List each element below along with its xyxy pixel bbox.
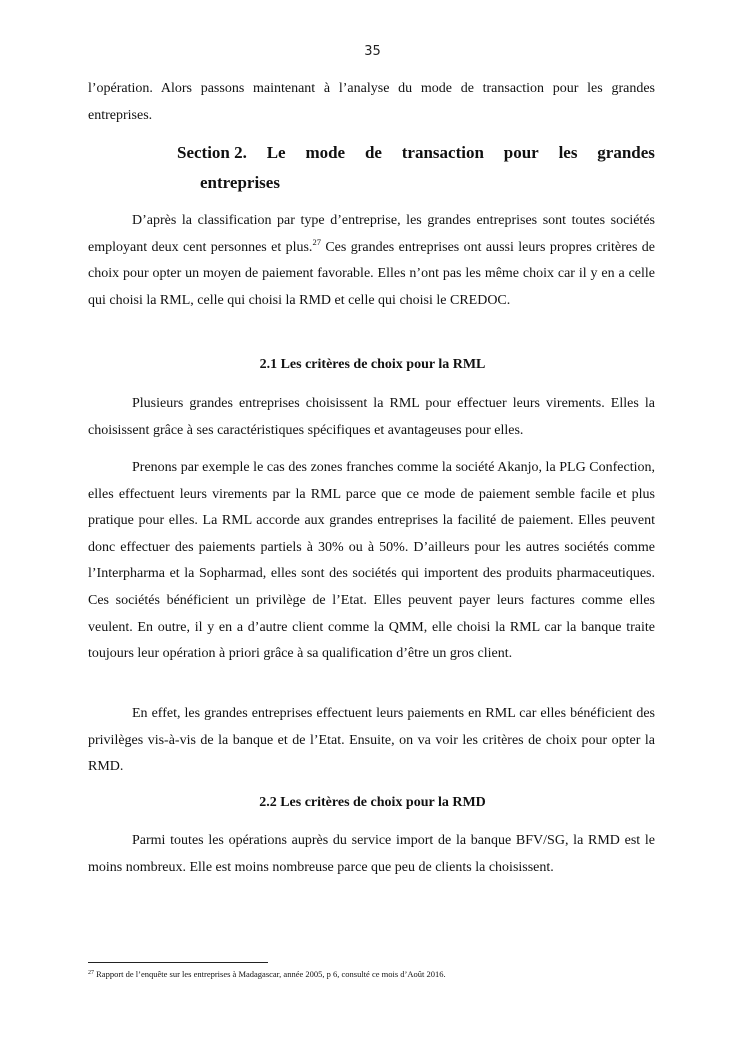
section-heading-line1 <box>177 138 655 168</box>
section-heading-word: mode <box>305 143 346 162</box>
section-heading-word: transaction <box>401 143 484 162</box>
footnote-reference[interactable]: 27 <box>312 236 321 247</box>
paragraph-rmd: Parmi toutes les opérations auprès du service import de la banque BFV/SG, la RMD est le moins nombreux. Elle est moins nombreuse parce que peu de clients la choisissent. <box>88 833 655 875</box>
paragraph-intro: l’opération. Alors passons maintenant à l’analyse du mode de transaction pour les grandes entreprises. <box>88 81 655 123</box>
paragraph-rml-conclusion: En effet, les grandes entreprises effectuent leurs paiements en RML car elles bénéficient des privilèges vis-à-vis de la banque et de l’Etat. Ensuite, on va voir les critères de choix pour opter la RMD. <box>88 706 655 775</box>
section-heading <box>177 138 655 198</box>
paragraph-text: Ces grandes entreprises ont aussi leurs propres critères de choix pour opter un moyen de paiement favorable. Elles n’ont pas les même choix car il y en a celle qui choisi la RML, celle qui choisi la RMD et celle qui choisi le CREDOC. <box>88 239 655 308</box>
section-heading-word: les <box>558 143 578 162</box>
footnote-text: Rapport de l’enquête sur les entreprises à Madagascar, année 2005, p 6, consulté ce mois d’Août 2016. <box>94 969 446 979</box>
paragraph-rml-intro: Plusieurs grandes entreprises choisissent la RML pour effectuer leurs virements. Elles la choisissent grâce à ses caractéristiques spécifiques et avantageuses pour elles. <box>88 396 655 438</box>
footnote-divider <box>88 962 268 963</box>
footnote <box>88 966 688 981</box>
section-heading-word: pour <box>503 143 539 162</box>
section-heading-line2: entreprises <box>200 173 280 192</box>
subheading-rmd: 2.2 Les critères de choix pour la RMD <box>259 795 486 810</box>
section-heading-word: de <box>364 143 382 162</box>
paragraph-classification <box>88 208 655 314</box>
section-heading-word: Le <box>266 143 286 162</box>
section-heading-word: grandes <box>597 143 655 162</box>
footnote-mark: 27 <box>88 970 94 976</box>
paragraph-rml-example: Prenons par exemple le cas des zones franches comme la société Akanjo, la PLG Confection, elles effectuent leurs virements par la RML parce que ce mode de paiement semble facile et plus pratique pour elles. La RML accorde aux grandes entreprises la facilité de paiement. Elles peuvent donc effectuer des paiements partiels à 30% ou à 50%. D’ailleurs pour les autres sociétés comme l’Interpharma et la Sopharmad, elles sont des sociétés qui importent des produits pharmaceutiques. Ces sociétés bénéficient un privilège de l’Etat. Elles peuvent payer leurs factures comme elles veulent. En outre, il y en a d’autre client comme la QMM, elle choisi la RML car la banque traite toujours leur opération à priori grâce à sa qualification d’être un gros client. <box>88 460 655 662</box>
section-heading-word: Section 2. <box>177 143 247 162</box>
paragraph-text: D’après la classification par type d’entreprise, les grandes entreprises sont toutes sociétés employant deux cent personnes et plus. <box>88 213 655 255</box>
page-number: 35 <box>364 44 381 59</box>
subheading-rml: 2.1 Les critères de choix pour la RML <box>259 357 486 372</box>
